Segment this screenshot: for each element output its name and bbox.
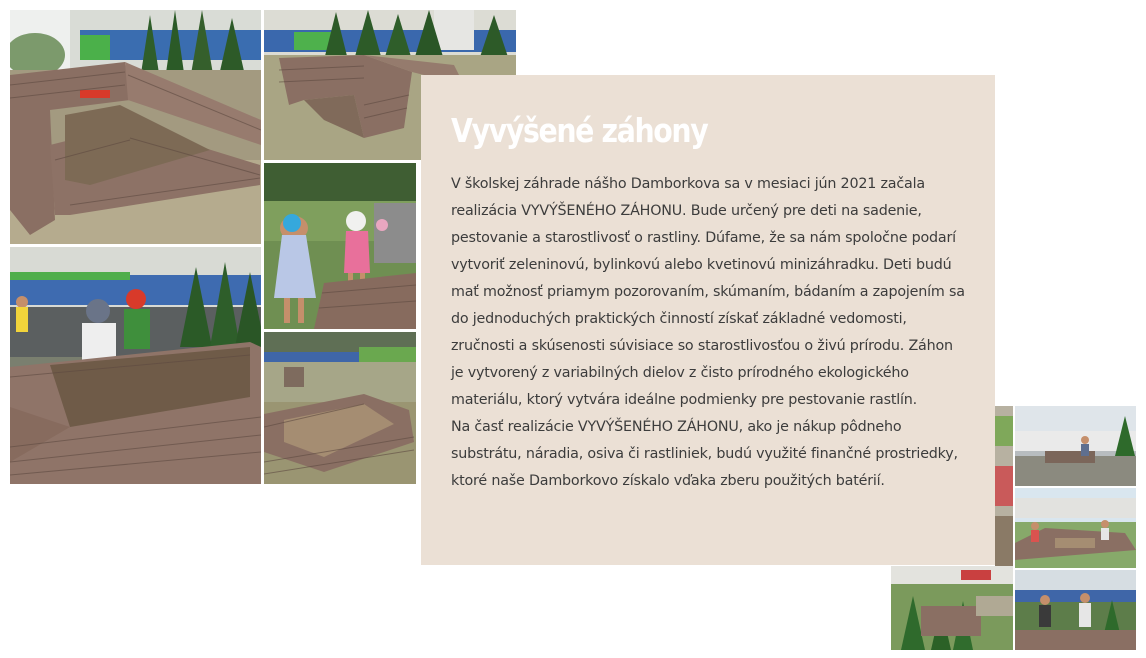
photo-planted-bed[interactable] — [891, 566, 1013, 650]
article-paragraph-1: V školskej záhrade nášho Damborkova sa v mesiaci jún 2021 začala realizácia VYVÝŠENÉHO ZÁHONU. Bude určený pre deti na sadenie, pestovanie a starostlivosť o rastliny. Dúfame, že sa nám spoločne podarí vytvoriť zeleninovú, bylinkovú alebo kvetinovú minizáhradku. Deti budú mať možnosť priamym pozorovaním, skúmaním, bádaním a zapojením sa do jednoduchých praktických činností získať základné vedomosti, zručnosti a skúsenosti súvisiace so starostlivosťou o živú prírodu. Záhon je vytvorený z variabilných dielov z čisto prírodného ekologického materiálu, ktorý vytvára ideálne podmienky pre pestovanie rastlín. — [451, 176, 965, 408]
photo-garden-area[interactable] — [1015, 406, 1136, 486]
article-title: Vyvýšené záhony — [451, 111, 708, 150]
article-body — [451, 171, 965, 495]
article-card — [421, 75, 995, 565]
photo-workers-planting[interactable] — [1015, 570, 1136, 650]
photo-garden-wall[interactable] — [995, 406, 1013, 566]
photo-children-playing[interactable] — [264, 163, 416, 329]
photo-people-at-bed[interactable] — [1015, 488, 1136, 568]
photo-raised-bed-construction[interactable] — [10, 10, 261, 244]
photo-finished-raised-bed[interactable] — [264, 332, 416, 484]
photo-children-at-raised-bed[interactable] — [10, 247, 261, 484]
article-paragraph-2: Na časť realizácie VYVÝŠENÉHO ZÁHONU, ako je nákup pôdneho substrátu, náradia, osiva či rastliniek, budú využité finančné prostriedky, ktoré naše Damborkovo získalo vďaka zberu použitých batérií. — [451, 419, 958, 489]
